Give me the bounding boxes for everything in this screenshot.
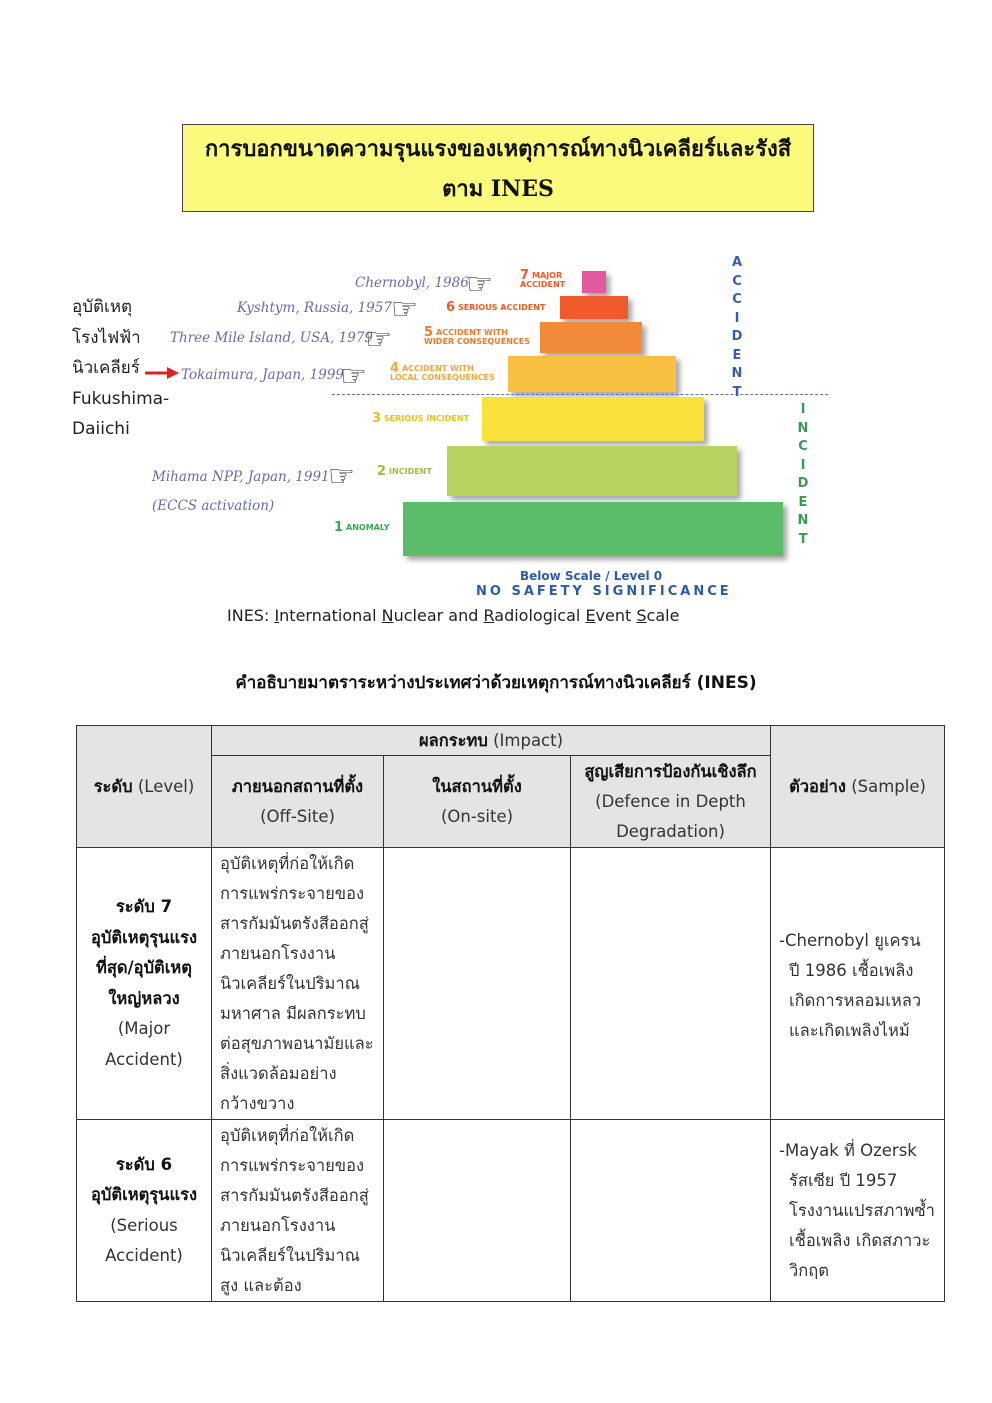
offsite-line: สิ่งแวดล้อมอย่าง — [220, 1064, 337, 1083]
cell-sample — [771, 848, 945, 1120]
vertical-letter: C — [732, 292, 742, 307]
offsite-line: ภายนอกโรงงาน — [220, 1216, 336, 1235]
offsite-line: กว้างขวาง — [220, 1094, 295, 1113]
vertical-letter: I — [800, 402, 806, 417]
level-label-5 — [424, 325, 530, 346]
level-label-7 — [520, 268, 566, 289]
caption-initial: S — [636, 606, 647, 625]
offsite-line: นิวเคลียร์ในปริมาณ — [220, 974, 360, 993]
cell-onsite — [384, 1120, 571, 1302]
sample-line: รัสเซีย ปี 1957 — [789, 1171, 898, 1190]
page-title-box — [182, 124, 814, 212]
event-label-tokaimura: Tokaimura, Japan, 1999 — [181, 367, 344, 383]
level-title: ระดับ 7 — [115, 897, 173, 916]
header-impact-bold: ผลกระทบ — [418, 730, 488, 750]
event-label-mihama: Mihama NPP, Japan, 1991 — [152, 469, 330, 485]
level-label-6 — [446, 300, 546, 315]
header-did-bold: สูญเสียการป้องกันเชิงลึก — [584, 761, 757, 781]
level-label-4 — [390, 361, 495, 382]
caption-initial: E — [585, 606, 596, 625]
caption-word: vent — [595, 606, 637, 625]
fukushima-note-line: นิวเคลียร์ — [72, 358, 140, 378]
level-text: ACCIDENT WITH — [436, 328, 508, 337]
sample-line: -Mayak ที่ Ozersk — [779, 1141, 917, 1160]
incident-vertical-label — [794, 401, 812, 549]
caption-word: cale — [646, 606, 680, 625]
pyramid-step-level-1 — [403, 502, 783, 556]
no-safety-label: NO SAFETY SIGNIFICANCE — [476, 584, 732, 599]
vertical-letter: I — [800, 457, 806, 473]
caption-prefix: INES: — [227, 606, 275, 625]
vertical-letter: N — [797, 420, 809, 436]
red-arrow-icon — [145, 366, 179, 380]
level-text: SERIOUS ACCIDENT — [458, 303, 546, 312]
caption-word: adiological — [494, 606, 586, 625]
header-offsite — [212, 756, 384, 848]
event-label-chernobyl: Chernobyl, 1986 — [355, 275, 469, 291]
header-sample — [771, 726, 945, 848]
header-level-rest: (Level) — [132, 776, 195, 796]
header-onsite — [384, 756, 571, 848]
pointing-hand-icon: ☞ — [391, 292, 418, 327]
level-title: ใหญ่หลวง — [108, 988, 180, 1008]
offsite-line: การแพร่กระจายของ — [220, 884, 365, 903]
level-text: MAJOR — [532, 271, 563, 280]
table-row-level-6 — [77, 1120, 945, 1302]
pyramid-step-level-4 — [508, 356, 676, 392]
vertical-letter: D — [731, 329, 743, 344]
offsite-line: ภายนอกโรงงาน — [220, 944, 336, 963]
fukushima-note-line: Daiichi — [72, 419, 130, 439]
caption-word: uclear and — [393, 606, 484, 625]
sample-line: โรงงานแปรสภาพซ้ำ — [789, 1201, 935, 1220]
header-level — [77, 726, 212, 848]
offsite-line: นิวเคลียร์ในปริมาณ — [220, 1246, 360, 1265]
level-number: 6 — [446, 300, 456, 315]
level-title: ระดับ 6 — [115, 1154, 173, 1174]
offsite-line: การแพร่กระจายของ — [220, 1156, 365, 1175]
cell-level — [77, 1120, 212, 1302]
offsite-line: สารกัมมันตรังสีออกสู่ — [220, 914, 369, 933]
pointing-hand-icon: ☞ — [340, 359, 367, 394]
level-number: 2 — [377, 464, 387, 479]
level-text: ACCIDENT WITH — [402, 364, 474, 373]
cell-defence-in-depth — [571, 1120, 771, 1302]
level-title: ที่สุด/อุบัติเหตุ — [95, 958, 193, 977]
level-number: 4 — [390, 361, 400, 376]
cell-offsite — [212, 1120, 384, 1302]
level-english: Accident) — [105, 1246, 183, 1265]
vertical-letter: E — [732, 347, 742, 363]
page-title-line1: การบอกขนาดความรุนแรงของเหตุการณ์ทางนิวเคลียร์และรังสี — [204, 136, 792, 162]
event-label-kyshtym: Kyshtym, Russia, 1957 — [237, 300, 392, 316]
level-english: Accident) — [105, 1049, 183, 1069]
vertical-letter: D — [797, 476, 809, 491]
vertical-letter: C — [732, 273, 742, 289]
fukushima-note-line: อุบัติเหตุ — [72, 297, 133, 317]
page-title-line2: ตาม INES — [442, 176, 554, 202]
sample-line: ปี 1986 เชื้อเพลิง — [789, 961, 914, 980]
level-english: (Major — [117, 1019, 171, 1038]
header-offsite-rest: (Off-Site) — [260, 806, 335, 826]
level-text: LOCAL CONSEQUENCES — [390, 373, 495, 382]
accident-vertical-label — [728, 254, 746, 402]
level-text: INCIDENT — [389, 467, 432, 476]
offsite-line: ต่อสุขภาพอนามัยและ — [220, 1034, 374, 1053]
header-sample-rest: (Sample) — [845, 776, 926, 796]
header-impact-rest: (Impact) — [487, 730, 564, 750]
pyramid-step-level-7 — [582, 271, 606, 293]
header-did-rest: Degradation) — [616, 821, 725, 841]
sample-line: วิกฤต — [789, 1261, 829, 1280]
sample-line: เกิดการหลอมเหลว — [789, 991, 922, 1010]
vertical-letter: E — [798, 494, 808, 510]
level-label-2 — [377, 464, 432, 479]
pointing-hand-icon: ☞ — [328, 459, 355, 494]
offsite-line: มหาศาล มีผลกระทบ — [220, 1004, 366, 1023]
offsite-line: อุบัติเหตุที่ก่อให้เกิด — [220, 854, 355, 873]
pointing-hand-icon: ☞ — [365, 322, 392, 357]
cell-onsite — [384, 848, 571, 1120]
fukushima-note-line: Fukushima- — [72, 388, 170, 409]
level-english: (Serious — [110, 1215, 178, 1235]
level-text: ACCIDENT — [520, 280, 566, 289]
accident-incident-divider — [332, 394, 828, 395]
event-label-tmi: Three Mile Island, USA, 1979 — [170, 330, 374, 346]
event-label-eccs: (ECCS activation) — [152, 498, 275, 514]
pyramid-step-level-6 — [560, 296, 628, 319]
sample-line: เชื้อเพลิง เกิดสภาวะ — [789, 1231, 931, 1250]
pyramid-step-level-2 — [447, 446, 737, 496]
cell-offsite — [212, 848, 384, 1120]
header-level-bold: ระดับ — [93, 776, 133, 796]
level-text: WIDER CONSEQUENCES — [424, 337, 530, 346]
vertical-letter: N — [731, 366, 743, 381]
below-scale-label: Below Scale / Level 0 — [520, 569, 663, 583]
table-title: คำอธิบายมาตราระหว่างประเทศว่าด้วยเหตุการณ์ทางนิวเคลียร์ (INES) — [235, 673, 757, 693]
vertical-letter: T — [732, 384, 742, 400]
sample-line: -Chernobyl ยูเครน — [779, 931, 921, 950]
pointing-hand-icon: ☞ — [466, 267, 493, 302]
offsite-line: สารกัมมันตรังสีออกสู่ — [220, 1186, 369, 1205]
ines-table — [76, 725, 945, 1302]
header-onsite-bold: ในสถานที่ตั้ง — [432, 776, 522, 796]
cell-sample — [771, 1120, 945, 1302]
level-title: อุบัติเหตุรุนแรง — [90, 927, 198, 947]
fukushima-note-line: โรงไฟฟ้า — [72, 327, 141, 348]
level-number: 1 — [334, 520, 344, 535]
level-text: ANOMALY — [346, 523, 390, 532]
level-text: SERIOUS INCIDENT — [384, 414, 470, 423]
vertical-letter: I — [734, 310, 740, 326]
caption-initial: N — [381, 606, 394, 625]
vertical-letter: A — [731, 255, 743, 270]
vertical-letter: N — [797, 513, 809, 528]
header-did-rest: (Defence in Depth — [595, 791, 746, 811]
level-label-1 — [334, 520, 390, 535]
header-impact — [212, 726, 771, 756]
offsite-line: สูง และต้อง — [220, 1276, 302, 1295]
pyramid-step-level-5 — [540, 322, 642, 353]
offsite-line: อุบัติเหตุที่ก่อให้เกิด — [220, 1126, 355, 1145]
ines-caption — [227, 606, 679, 625]
cell-level — [77, 848, 212, 1120]
header-defence-in-depth — [571, 756, 771, 848]
vertical-letter: C — [798, 439, 808, 454]
sample-line: และเกิดเพลิงไหม้ — [789, 1021, 910, 1040]
level-title: อุบัติเหตุรุนแรง — [90, 1185, 198, 1204]
level-number: 7 — [520, 268, 530, 283]
level-number: 5 — [424, 325, 434, 340]
cell-defence-in-depth — [571, 848, 771, 1120]
header-onsite-rest: (On-site) — [440, 806, 514, 826]
table-row-level-7 — [77, 848, 945, 1120]
caption-initial: R — [483, 606, 495, 625]
level-number: 3 — [372, 411, 382, 426]
pyramid-step-level-3 — [482, 397, 704, 441]
header-sample-bold: ตัวอย่าง — [789, 776, 846, 796]
level-label-3 — [372, 411, 470, 426]
header-offsite-bold: ภายนอกสถานที่ตั้ง — [231, 776, 364, 796]
vertical-letter: T — [798, 531, 808, 547]
caption-word: nternational — [279, 606, 382, 625]
caption-initial: I — [274, 606, 280, 625]
